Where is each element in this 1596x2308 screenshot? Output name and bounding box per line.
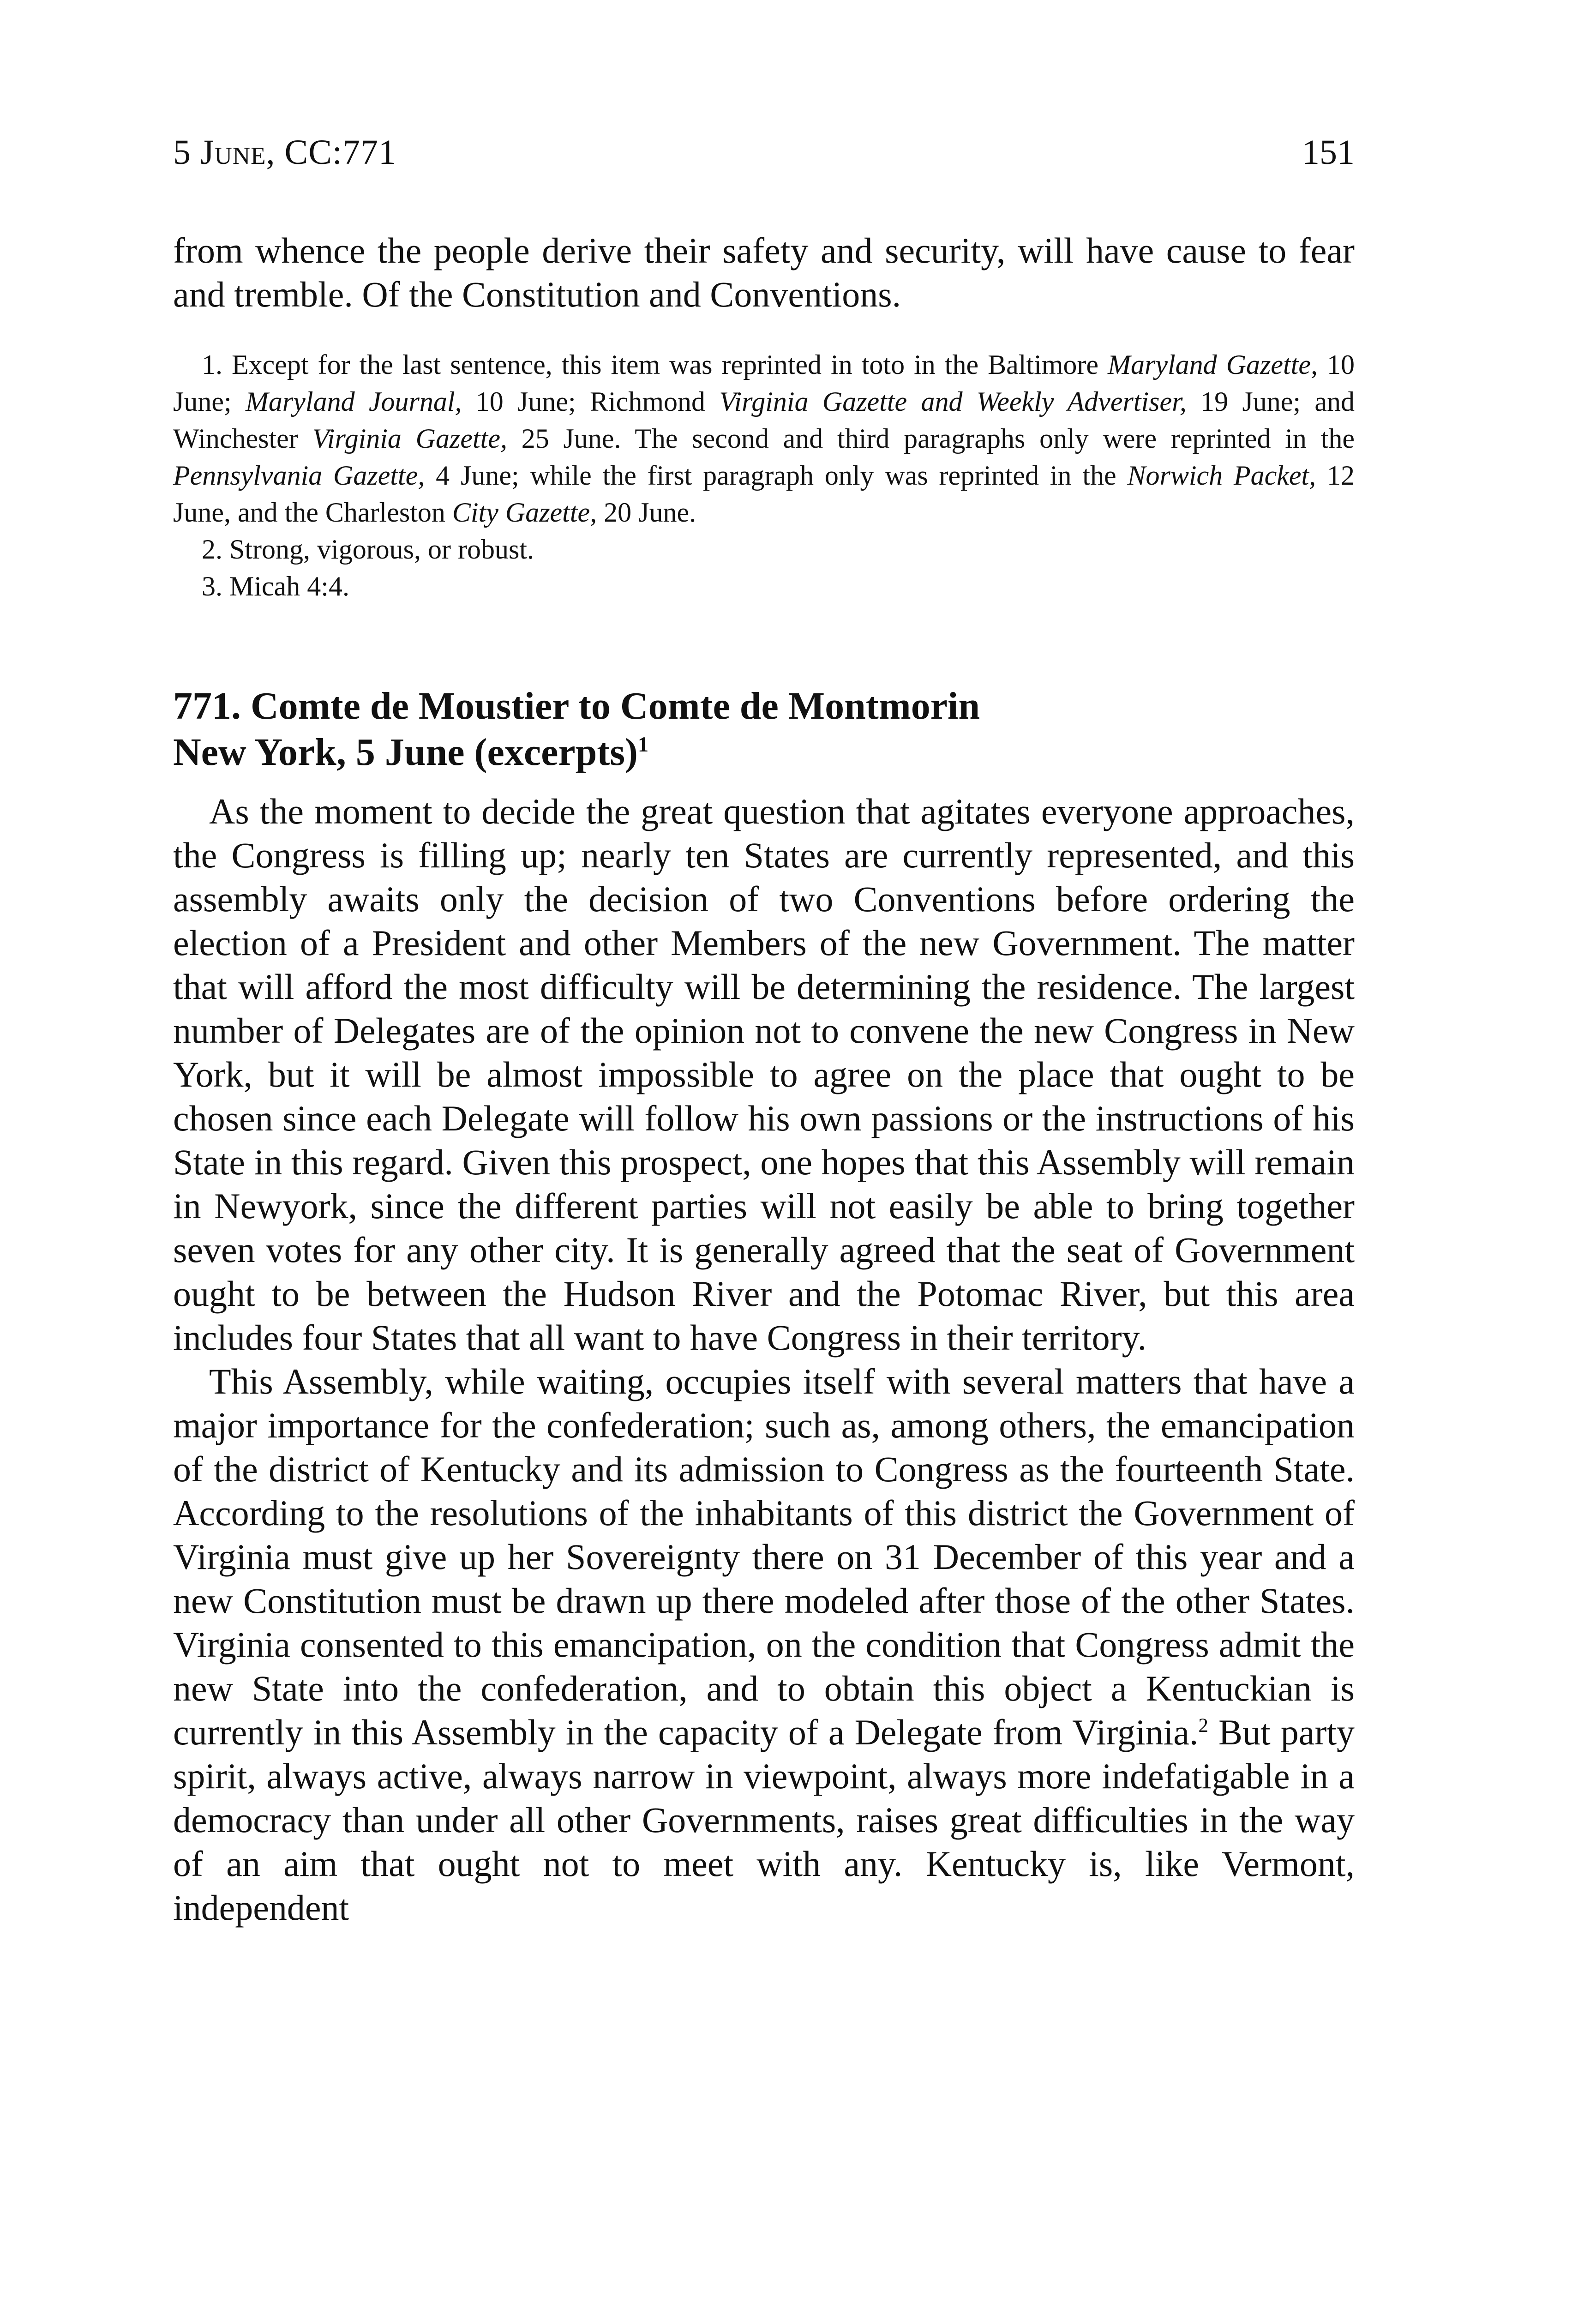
running-head-month: June bbox=[200, 133, 266, 172]
running-head-date: 5 bbox=[173, 133, 191, 172]
heading-title: 771. Comte de Moustier to Comte de Montmorin bbox=[173, 685, 980, 727]
document-heading bbox=[173, 683, 1355, 775]
intro-paragraph bbox=[173, 228, 1355, 316]
page-number: 151 bbox=[1302, 133, 1355, 172]
heading-subtitle: New York, 5 June (excerpts)$^1$ bbox=[173, 731, 649, 774]
running-head-ref: , CC:771 bbox=[266, 133, 397, 172]
footnote-2: 2. Strong, vigorous, or robust. bbox=[202, 534, 534, 565]
footnotes bbox=[173, 346, 1355, 605]
running-head bbox=[173, 115, 1355, 189]
body-paragraph-2: This Assembly, while waiting, occupies itself with several matters that have a major importance for the confederation; such as, among others, the emancipation of the district of Kentucky and its admission to Congress as the fourteenth State. According to the resolutions of the inhabitants of this district the Government of Virginia must give up her Sovereignty there on 31 December of this year and a new Constitution must be drawn up there modeled after those of the other States. Virginia consented to this emancipation, on the condition that Congress admit the new State into the confederation, and to obtain this object a Kentuckian is currently in this Assembly in the capacity of a Delegate from Virginia.$^2$ But party spirit, always active, always narrow in viewpoint, always more indefatigable in a democracy than under all other Governments, raises great difficulties in the way of an aim that ought not to meet with any. Kentucky is, like Vermont, independent bbox=[173, 1361, 1355, 1928]
heading-note-ref: 1 bbox=[638, 733, 649, 756]
paragraph-note-ref: 2 bbox=[1198, 1715, 1208, 1737]
running-head-left bbox=[173, 115, 396, 189]
body-paragraph-1: As the moment to decide the great question that agitates everyone approaches, the Congress is filling up; nearly ten States are currently represented, and this assembly awaits only the decision of two Conventions before ordering the election of a President and other Members of the new Government. The matter that will afford the most difficulty will be determining the residence. The largest number of Delegates are of the opinion not to convene the new Congress in New York, but it will be almost impossible to agree on the place that ought to be chosen since each Delegate will follow his own passions or the instructions of his State in this regard. Given this prospect, one hopes that this Assembly will remain in Newyork, since the different parties will not easily be able to bring together seven votes for any other city. It is generally agreed that the seat of Government ought to be between the Hudson River and the Potomac River, but this area includes four States that all want to have Congress in their territory. bbox=[173, 791, 1355, 1358]
intro-text: from whence the people derive their safety and security, will have cause to fear and tremble. Of the Constitution and Conventions. bbox=[173, 230, 1355, 314]
document-body bbox=[173, 789, 1355, 1929]
footnote-1: 1. Except for the last sentence, this item was reprinted in toto in the Baltimore Maryland Gazette, 10 June; Maryland Journal, 10 June; Richmond Virginia Gazette and Weekly Advertiser, 19 June; and Winchester Virginia Gazette, 25 June. The second and third paragraphs only were reprinted in the Pennsylvania Gazette, 4 June; while the first paragraph only was reprinted in the Norwich Packet, 12 June, and the Charleston City Gazette, 20 June. bbox=[173, 349, 1355, 528]
footnote-3: 3. Micah 4:4. bbox=[202, 571, 349, 601]
